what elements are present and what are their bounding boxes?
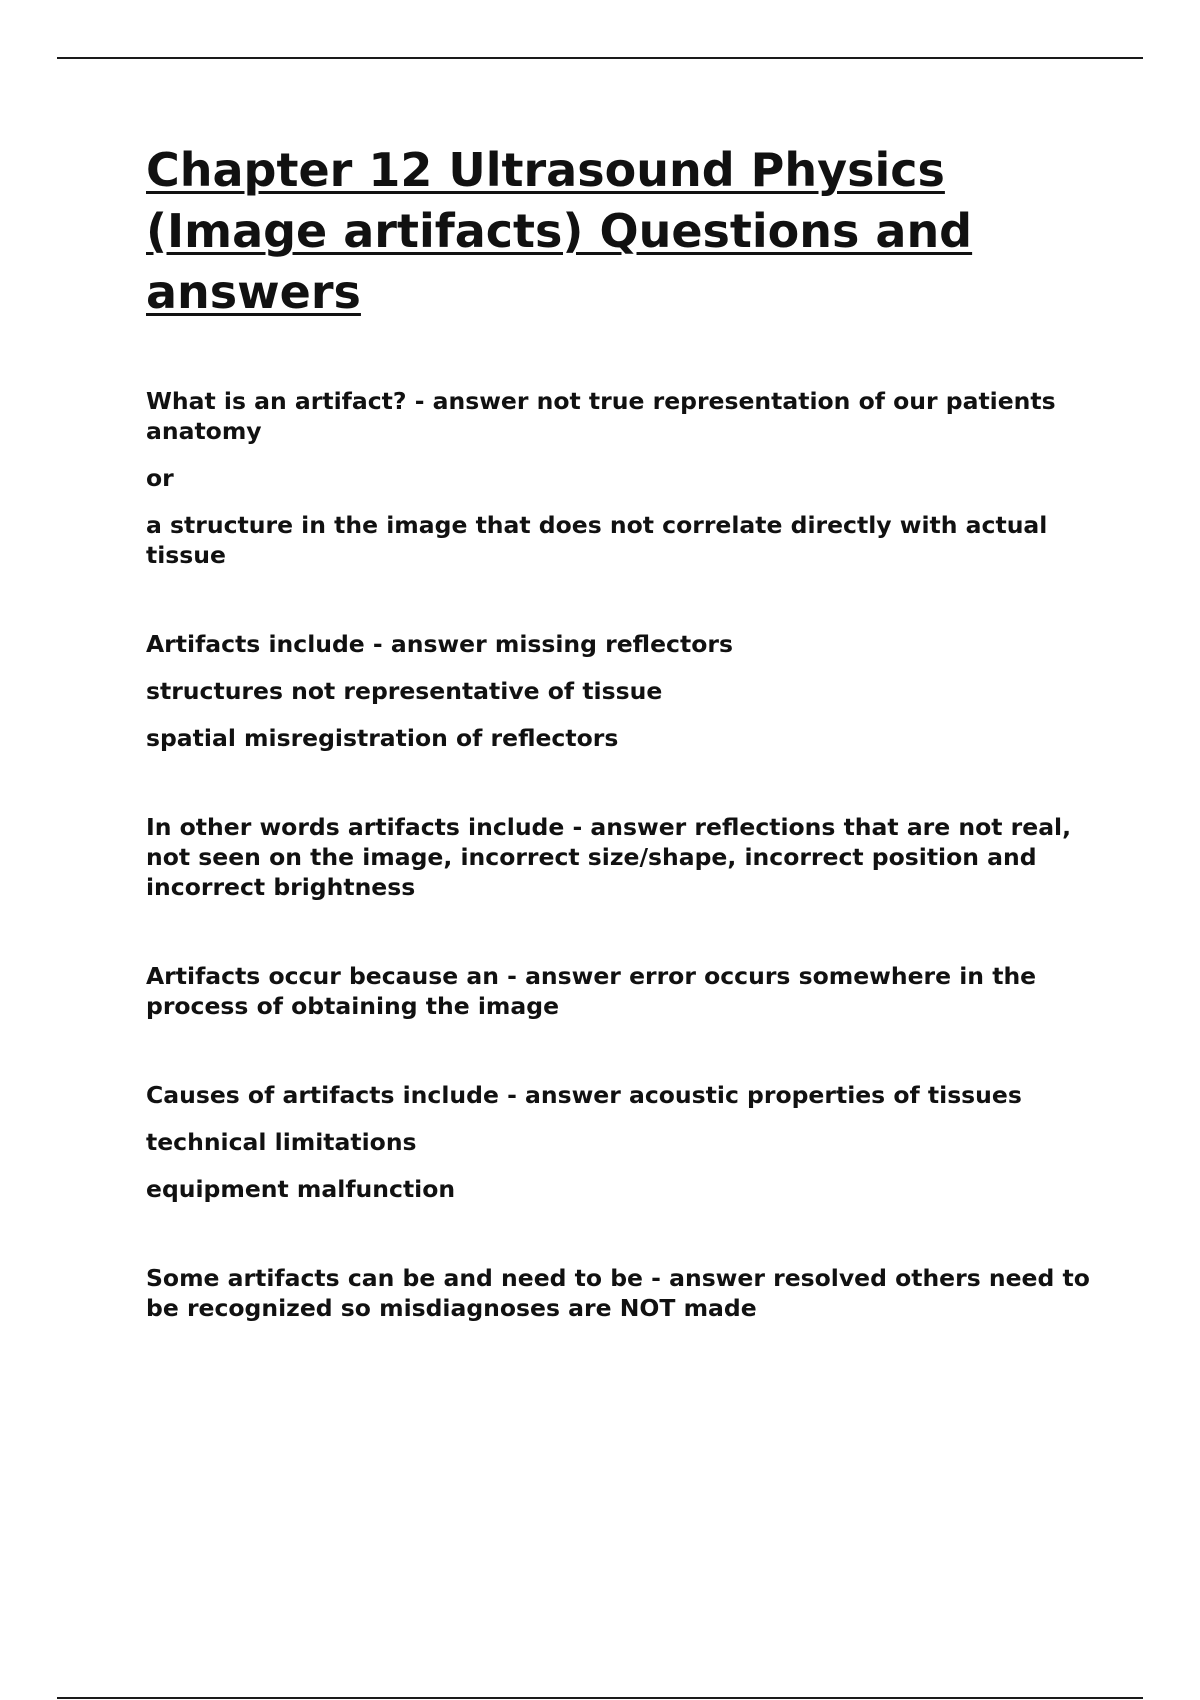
qa-line: Some artifacts can be and need to be - answer resolved others need to be recognized so misdiagnoses are NOT made [146,1264,1090,1322]
qa-line: Artifacts occur because an - answer error occurs somewhere in the process of obtaining the image [146,962,1037,1020]
qa-line: or [146,464,174,492]
qa-item-2 [146,629,1096,753]
footer-rule [57,1697,1143,1699]
qa-line: equipment malfunction [146,1175,456,1203]
qa-line: a structure in the image that does not correlate directly with actual tissue [146,511,1048,569]
qa-item-4 [146,961,1096,1021]
document-body [146,140,1096,1382]
qa-item-6 [146,1263,1096,1323]
qa-line: What is an artifact? - answer not true representation of our patients anatomy [146,387,1056,445]
qa-line: Artifacts include - answer missing reflectors [146,630,733,658]
page-title: Chapter 12 Ultrasound Physics (Image artifacts) Questions and answers [146,143,973,319]
header-rule [57,57,1143,59]
qa-line: Causes of artifacts include - answer acoustic properties of tissues [146,1081,1022,1109]
qa-item-1 [146,386,1096,570]
qa-line: spatial misregistration of reflectors [146,724,619,752]
qa-item-3 [146,812,1096,902]
qa-line: In other words artifacts include - answer reflections that are not real, not seen on the image, incorrect size/shape, incorrect position and incorrect brightness [146,813,1072,901]
qa-item-5 [146,1080,1096,1204]
qa-line: structures not representative of tissue [146,677,663,705]
qa-line: technical limitations [146,1128,417,1156]
